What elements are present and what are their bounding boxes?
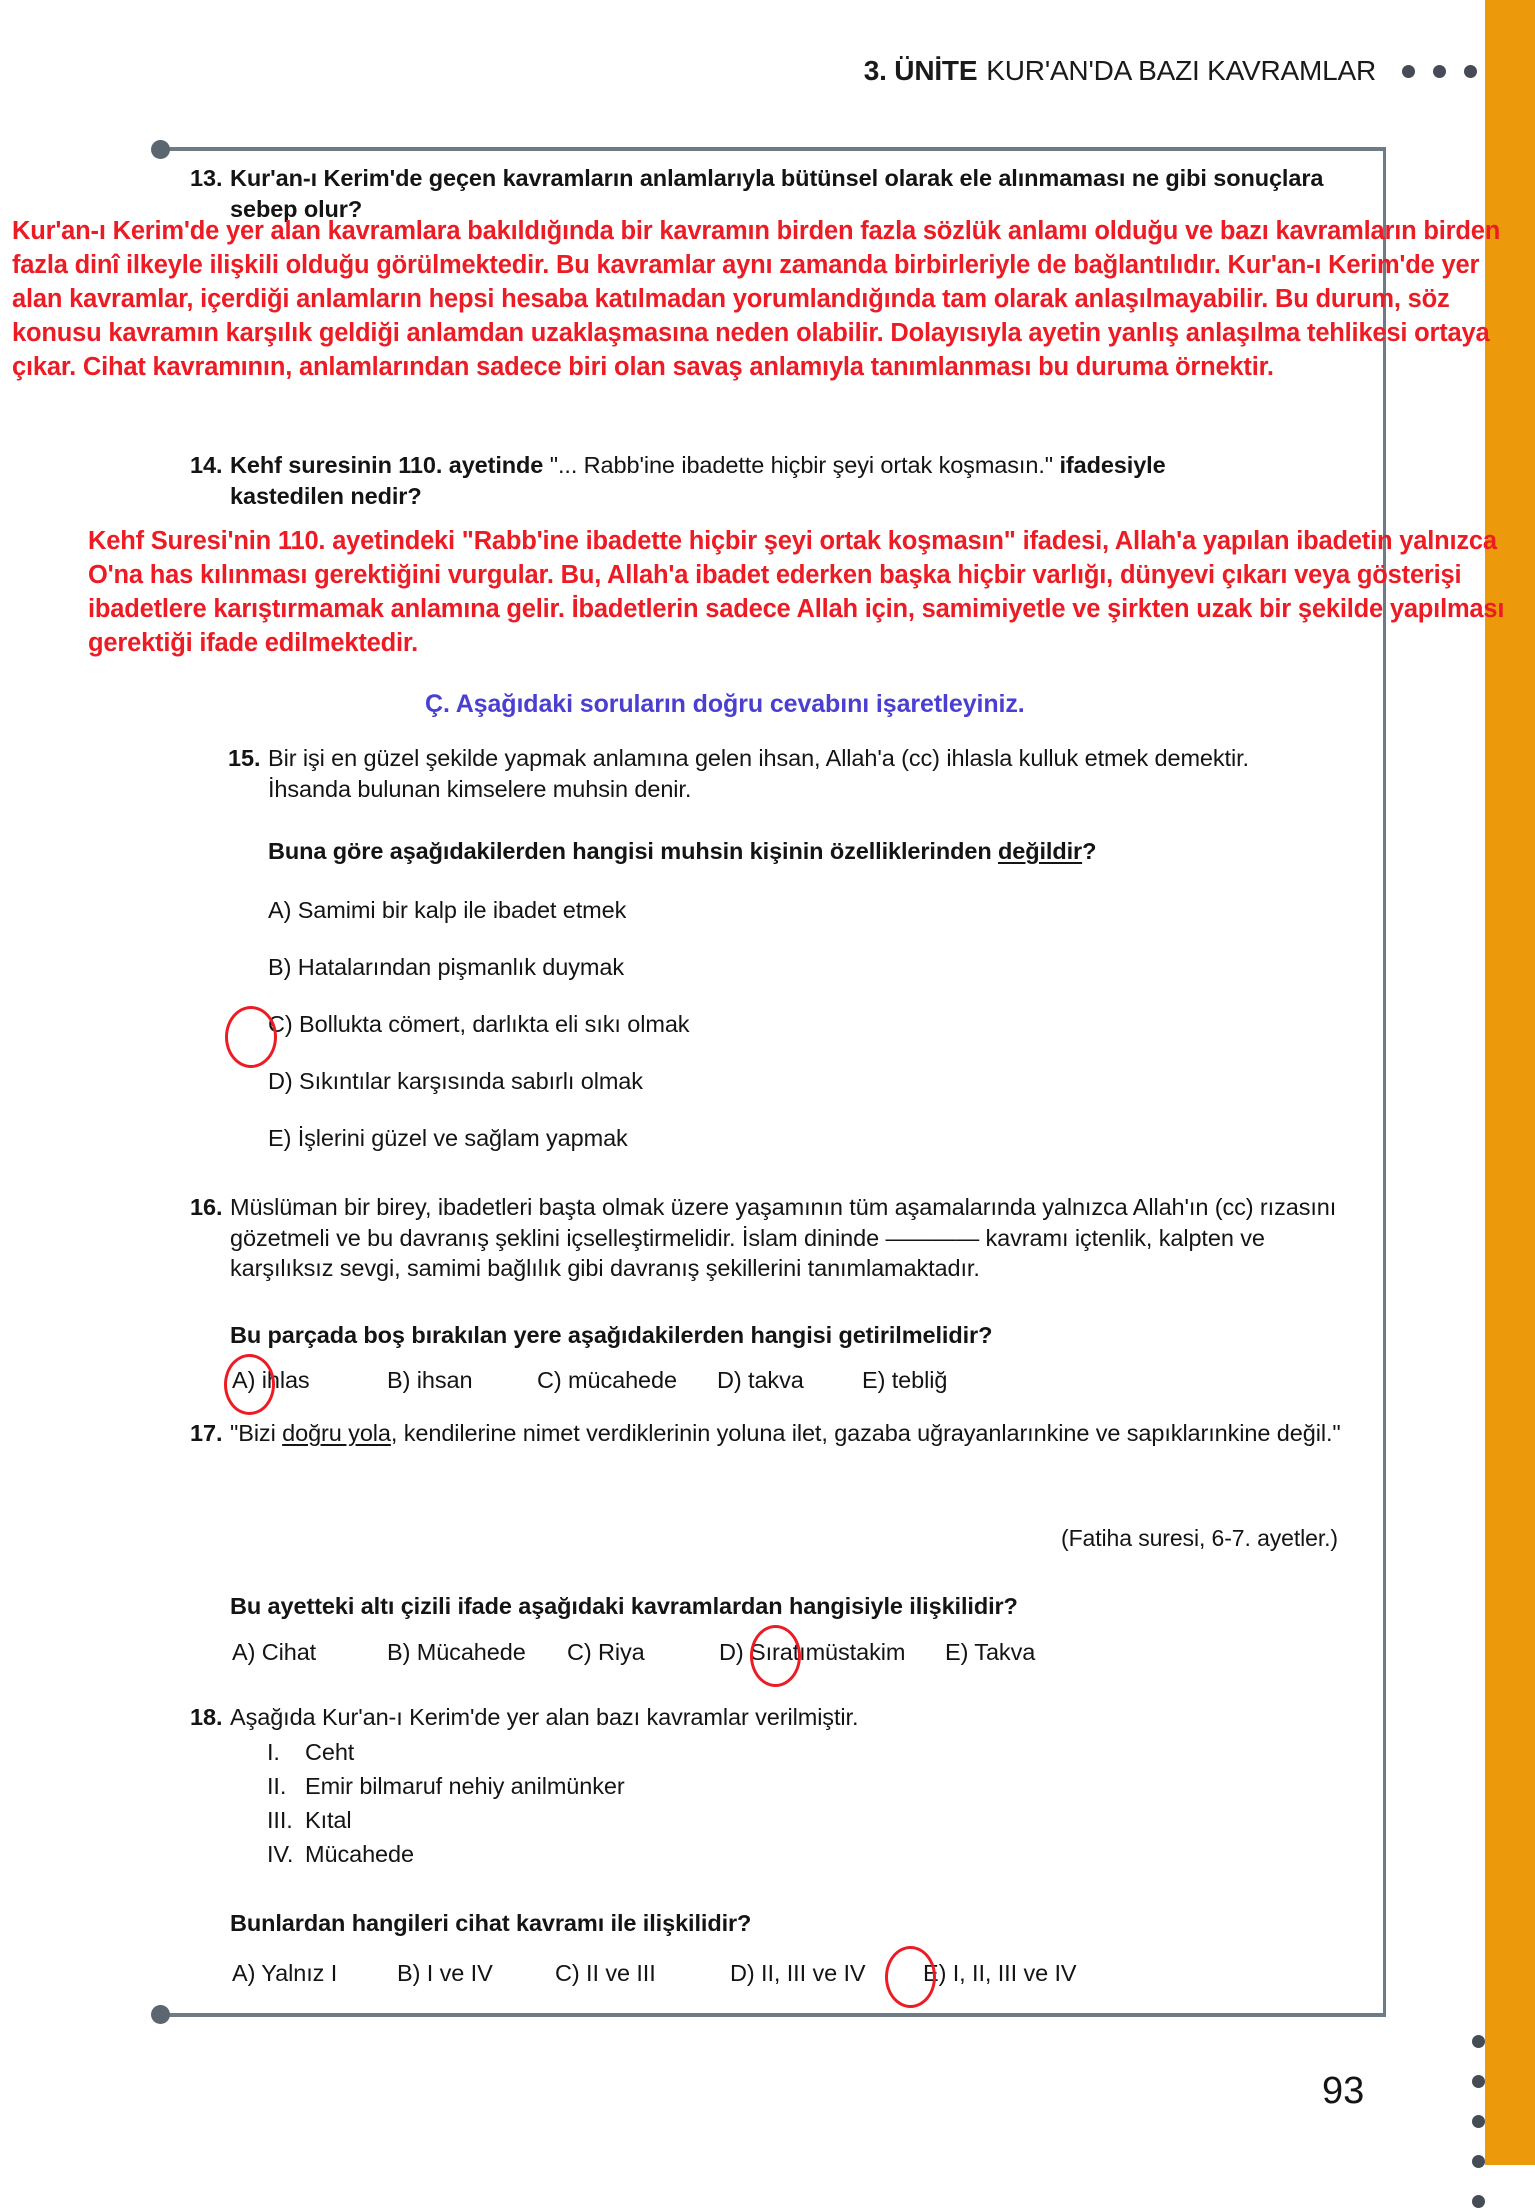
unit-title: KUR'AN'DA BAZI KAVRAMLAR xyxy=(986,55,1376,86)
question-15-prompt xyxy=(268,836,1348,867)
question-17-source-reference: (Fatiha suresi, 6-7. ayetler.) xyxy=(1061,1525,1338,1551)
question-15-prompt-post: ? xyxy=(1082,838,1097,864)
question-16 xyxy=(190,1192,1350,1284)
list-item-label: Mücahede xyxy=(305,1841,414,1867)
question-16-choice-b[interactable]: B) ihsan xyxy=(387,1367,473,1393)
page-number: 93 xyxy=(1322,2070,1365,2112)
question-14 xyxy=(190,450,1350,511)
question-18-choice-e[interactable]: E) I, II, III ve IV xyxy=(923,1960,1077,1986)
footer-dot-icon xyxy=(1472,2035,1485,2048)
question-15-prompt-emphasis: değildir xyxy=(998,838,1083,864)
frame-corner-dot-icon xyxy=(151,2005,170,2024)
question-15-choice-e[interactable]: E) İşlerini güzel ve sağlam yapmak xyxy=(268,1125,628,1151)
list-item-numeral: I. xyxy=(267,1739,280,1765)
answer-14-handwriting: Kehf Suresi'nin 110. ayetindeki "Rabb'ine ibadette hiçbir şeyi ortak koşmasın" ifadesi, Allah'a yapılan ibadetin yalnızca O'na has kılınması gerektiğini vurgular. Bu, Allah'a ibadet ederken başka hiçbir varlığı, dünyevi çıkarı veya gösterişi ibadetlere karıştırmamak anlamına gelir. İbadetlerin sadece Allah için, samimiyetle ve şirkten uzak bir şekilde yapılması gerektiği ifade edilmektedir. xyxy=(88,527,1505,657)
list-item-numeral: III. xyxy=(267,1807,293,1833)
question-16-choices xyxy=(232,1367,1332,1394)
question-17 xyxy=(190,1418,1350,1449)
question-14-text-bold-c: kastedilen nedir? xyxy=(230,482,422,509)
question-17-prompt: Bu ayetteki altı çizili ifade aşağıdaki kavramlardan hangisiyle ilişkilidir? xyxy=(230,1593,1018,1619)
footer-dot-icon xyxy=(1472,2155,1485,2168)
question-17-number: 17. xyxy=(190,1420,223,1446)
question-18 xyxy=(190,1702,1350,1733)
section-c-heading: Ç. Aşağıdaki soruların doğru cevabını işaretleyiniz. xyxy=(425,690,1025,718)
list-item xyxy=(267,1739,1167,1766)
question-18-choice-d[interactable]: D) II, III ve IV xyxy=(730,1960,866,1986)
list-item-label: Kıtal xyxy=(305,1807,352,1833)
answer-13-handwriting: Kur'an-ı Kerim'de yer alan kavramlara bakıldığında bir kavramın birden fazla sözlük anlamı olduğu ve bazı kavramların birden fazla dinî ilkeyle ilişkili olduğu görülmektedir. Bu kavramlar aynı zamanda birbirleriyle de bağlantılıdır. Kur'an-ı Kerim'de yer alan kavramlar, içerdiği anlamların hepsi hesaba katılmadan yorumlandığında tam olarak anlaşılmayabilir. Bu durum, söz konusu kavramın karşılık geldiği anlamdan uzaklaşmasına neden olabilir. Dolayısıyla ayetin yanlış anlaşılma tehlikesi ortaya çıkar. Cihat kavramının, anlamlarından sadece biri olan savaş anlamıyla tanımlanması bu duruma örnektir. xyxy=(12,217,1501,381)
list-item xyxy=(267,1773,1167,1800)
list-item xyxy=(267,1841,1167,1868)
question-16-choice-e[interactable]: E) tebliğ xyxy=(862,1367,948,1393)
header-dot-icon xyxy=(1433,65,1446,78)
question-15-choice-b[interactable]: B) Hatalarından pişmanlık duymak xyxy=(268,954,624,980)
question-15-stem: Bir işi en güzel şekilde yapmak anlamına gelen ihsan, Allah'a (cc) ihlasla kulluk etmek demektir. İhsanda bulunan kimselere muhsin denir. xyxy=(268,745,1249,802)
question-16-stem: Müslüman bir birey, ibadetleri başta olmak üzere yaşamının tüm aşamalarında yalnızca Allah'ın (cc) rızasını gözetmeli ve bu davranış şeklini içselleştirmelidir. İslam dininde ———— kavramı içtenlik, kalpten ve karşılıksız sevgi, samimi bağlılık gibi davranış şekillerini tanımlamaktadır. xyxy=(230,1194,1337,1282)
page-header xyxy=(864,55,1477,87)
question-16-number: 16. xyxy=(190,1194,223,1220)
question-15 xyxy=(228,743,1328,804)
question-18-choice-c[interactable]: C) II ve III xyxy=(555,1960,656,1986)
question-14-number: 14. xyxy=(190,452,223,478)
header-dot-group xyxy=(1402,65,1477,78)
question-16-choice-d[interactable]: D) takva xyxy=(717,1367,804,1393)
question-17-quote-emphasis: doğru yola xyxy=(282,1420,391,1446)
question-14-text-bold-a: Kehf suresinin 110. ayetinde xyxy=(230,452,544,478)
header-dot-icon xyxy=(1464,65,1477,78)
list-item-numeral: IV. xyxy=(267,1841,294,1867)
footer-dot-group xyxy=(1472,2035,1485,2208)
question-17-quote-pre: "Bizi xyxy=(230,1420,283,1446)
question-13-number: 13. xyxy=(190,165,223,191)
list-item xyxy=(267,1807,1167,1834)
footer-dot-icon xyxy=(1472,2195,1485,2208)
question-18-choice-b[interactable]: B) I ve IV xyxy=(397,1960,493,1986)
question-16-choice-c[interactable]: C) mücahede xyxy=(537,1367,677,1393)
question-17-choice-a[interactable]: A) Cihat xyxy=(232,1639,317,1665)
question-14-text-bold-b: ifadesiyle xyxy=(1059,452,1166,478)
frame-corner-dot-icon xyxy=(151,140,170,159)
question-16-choice-a[interactable]: A) ihlas xyxy=(232,1367,310,1393)
question-15-choices xyxy=(268,897,1268,1182)
question-18-choice-a[interactable]: A) Yalnız I xyxy=(232,1960,338,1986)
question-18-prompt: Bunlardan hangileri cihat kavramı ile ilişkilidir? xyxy=(230,1910,752,1936)
unit-number: 3. ÜNİTE xyxy=(863,55,978,86)
footer-dot-icon xyxy=(1472,2075,1485,2088)
question-18-stem: Aşağıda Kur'an-ı Kerim'de yer alan bazı kavramlar verilmiştir. xyxy=(230,1704,859,1730)
question-17-choice-c[interactable]: C) Riya xyxy=(567,1639,645,1665)
question-15-choice-a[interactable]: A) Samimi bir kalp ile ibadet etmek xyxy=(268,897,627,923)
question-15-choice-c[interactable]: C) Bollukta cömert, darlıkta eli sıkı olmak xyxy=(268,1011,690,1037)
list-item-label: Emir bilmaruf nehiy anilmünker xyxy=(305,1773,625,1799)
question-17-choices xyxy=(232,1639,1352,1666)
question-18-concept-list xyxy=(267,1739,1167,1875)
list-item-label: Ceht xyxy=(305,1739,355,1765)
question-17-choice-d[interactable]: D) Sıratımüstakim xyxy=(719,1639,906,1665)
question-18-number: 18. xyxy=(190,1704,223,1730)
header-dot-icon xyxy=(1402,65,1415,78)
question-15-prompt-pre: Buna göre aşağıdakilerden hangisi muhsin kişinin özelliklerinden xyxy=(268,838,999,864)
question-17-quote-post: , kendilerine nimet verdiklerinin yoluna ilet, gazaba uğrayanlarınkine ve sapıklarınkine değil." xyxy=(390,1420,1341,1446)
question-15-choice-d[interactable]: D) Sıkıntılar karşısında sabırlı olmak xyxy=(268,1068,643,1094)
footer-dot-icon xyxy=(1472,2115,1485,2128)
question-18-choices xyxy=(232,1960,1352,1987)
list-item-numeral: II. xyxy=(267,1773,287,1799)
question-13-text: Kur'an-ı Kerim'de geçen kavramların anlamlarıyla bütünsel olarak ele alınmaması ne gibi sonuçlara sebep olur? xyxy=(230,165,1324,222)
question-15-number: 15. xyxy=(228,745,261,771)
question-17-choice-b[interactable]: B) Mücahede xyxy=(387,1639,526,1665)
question-14-quote: "... Rabb'ine ibadette hiçbir şeyi ortak koşmasın." xyxy=(549,452,1054,478)
question-16-prompt: Bu parçada boş bırakılan yere aşağıdakilerden hangisi getirilmelidir? xyxy=(230,1322,993,1348)
question-17-choice-e[interactable]: E) Takva xyxy=(945,1639,1036,1665)
